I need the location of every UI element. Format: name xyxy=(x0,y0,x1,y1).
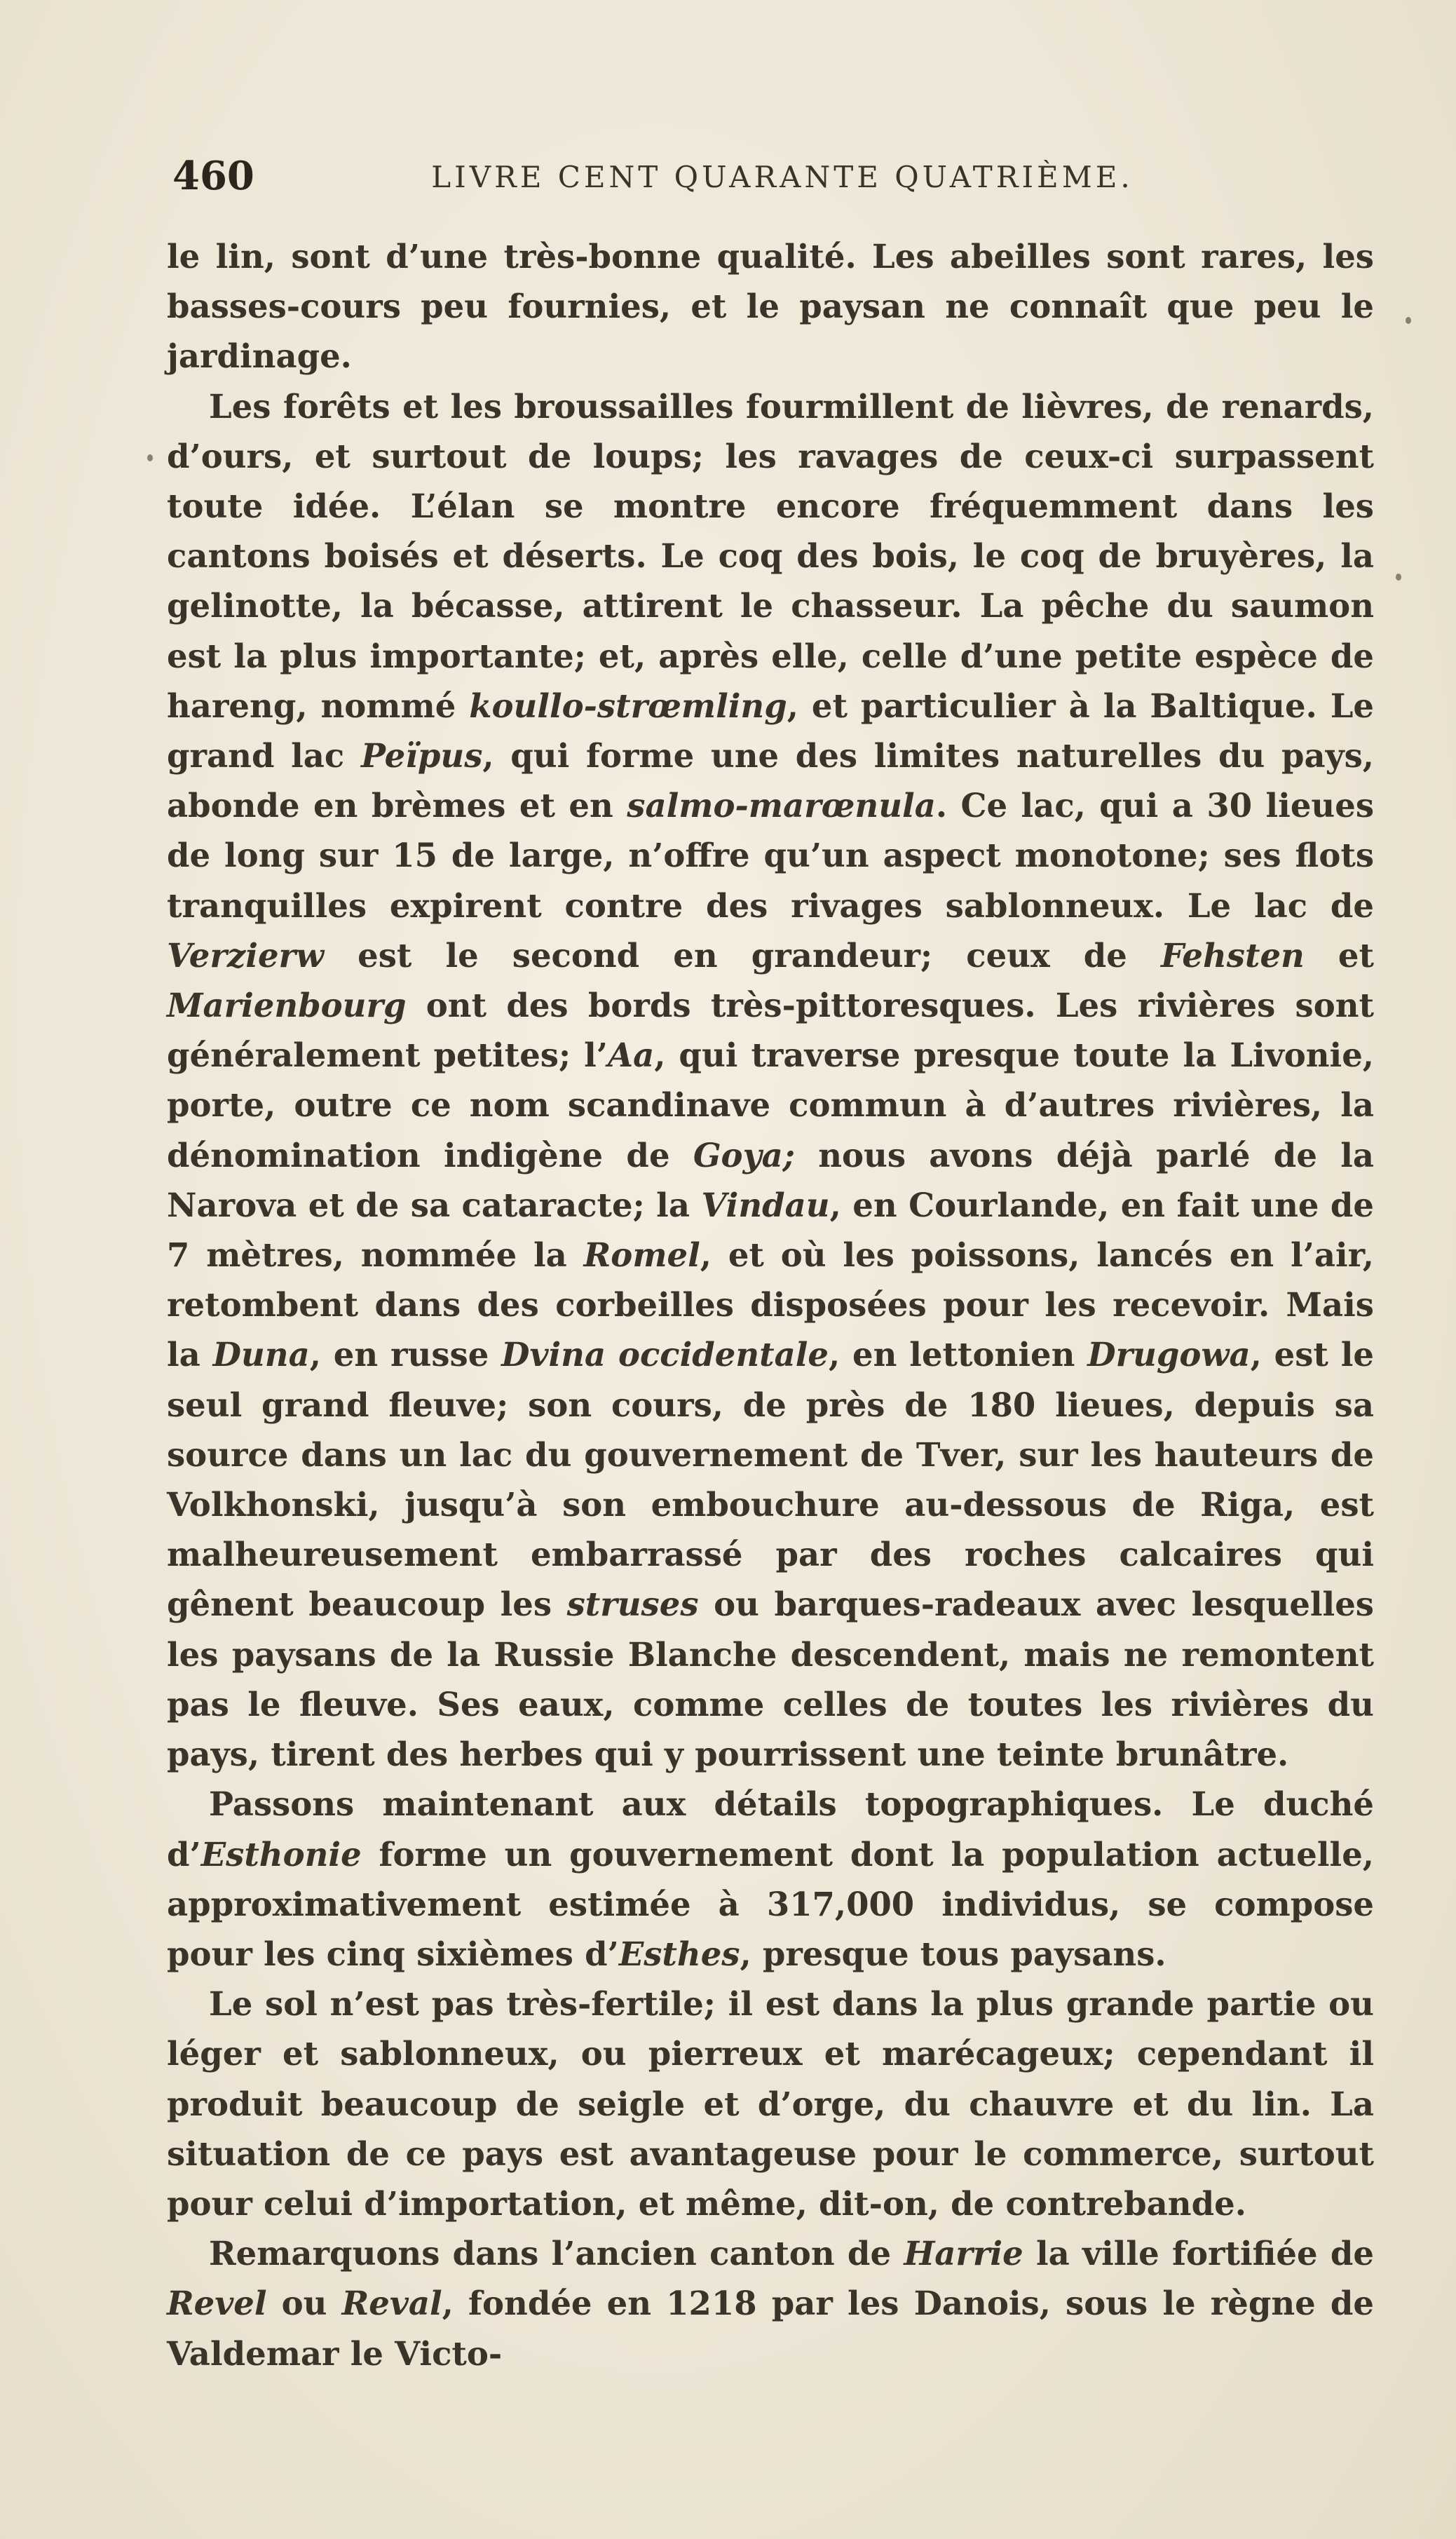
print-speck-2 xyxy=(1396,574,1401,581)
italic-term: koullo-strœmling xyxy=(469,686,787,725)
text-run: . Ce lac, qui a 30 lieues de long sur 15 de large, n’offre qu’un aspect monotone; ses flots tranquilles expirent contre des rivages sablonneux. Le lac de xyxy=(167,786,1374,925)
print-speck-3 xyxy=(147,454,153,461)
paragraph: le lin, sont d’une très-bonne qualité. Les abeilles sont rares, les basses-cours peu fournies, et le paysan ne connaît que peu le jardinage. xyxy=(167,237,1374,376)
text-run: Remarquons dans l’ancien canton de xyxy=(209,2234,904,2273)
text-run: , en Courlande, en fait une de 7 mètres, nommée la xyxy=(167,1185,1375,1275)
paragraph xyxy=(167,381,1374,1780)
italic-term: Goya; xyxy=(693,1135,795,1174)
italic-term: Dvina occidentale xyxy=(501,1335,829,1374)
italic-term: Fehsten xyxy=(1160,935,1305,975)
italic-term: Revel xyxy=(167,2284,267,2323)
italic-term: Romel xyxy=(583,1235,700,1275)
text-run: et xyxy=(1304,935,1374,975)
text-run: Les forêts et les broussailles fourmillent de lièvres, de renards, d’ours, et surtout de loups; les ravages de ceux-ci surpassent toute idée. L’élan se montre encore fréquemment dans les cantons boisés et déserts. Le coq des bois, le coq de bruyères, la gelinotte, la bécasse, attirent le chasseur. La pêche du saumon est la plus importante; et, après elle, celle d’une petite espèce de hareng, nommé xyxy=(167,386,1374,725)
page-number: 460 xyxy=(172,153,254,199)
italic-term: Marienbourg xyxy=(167,986,407,1025)
text-run: , est le seul grand fleuve; son cours, de près de 180 lieues, depuis sa source dans un lac du gouvernement de Tver, sur les hauteurs de Volkhonski, jusqu’à son embouchure au-dessous de Riga, est malheureusement embarrassé par des roches calcaires qui gênent beaucoup les xyxy=(167,1335,1374,1624)
italic-term: salmo-marœnula xyxy=(627,786,936,825)
italic-term: Verzierw xyxy=(167,935,325,975)
text-run: , en russe xyxy=(309,1335,502,1374)
paragraph xyxy=(167,1779,1374,1979)
italic-term: Vindau xyxy=(701,1185,830,1224)
italic-term: Harrie xyxy=(904,2234,1023,2273)
page-header xyxy=(172,153,1364,209)
text-run: , qui forme une des limites naturelles du pays, abonde en brèmes et en xyxy=(167,736,1374,825)
text-run: , presque tous paysans. xyxy=(740,1934,1166,1973)
paragraph: Le sol n’est pas très-fertile; il est dans la plus grande partie ou léger et sablonneux, ou pierreux et marécageux; cependant il produit beaucoup de seigle et d’orge, du chauvre et du lin. La situation de ce pays est avantageuse pour le commerce, surtout pour celui d’importation, et même, dit-on, de contrebande. xyxy=(167,1984,1374,2223)
text-run: Passons maintenant aux détails topographiques. Le duché d’ xyxy=(167,1785,1374,1874)
body-text xyxy=(167,231,1374,2378)
text-run: ont des bords très-pittoresques. Les rivières sont généralement petites; l’ xyxy=(167,986,1374,1075)
italic-term: struses xyxy=(566,1585,699,1624)
italic-term: Peïpus xyxy=(360,736,483,776)
text-run: , et où les poissons, lancés en l’air, retombent dans des corbeilles disposées pour les recevoir. Mais la xyxy=(167,1235,1374,1374)
italic-term: Drugowa xyxy=(1087,1335,1251,1374)
italic-term: Duna xyxy=(212,1335,310,1374)
text-run: ou barques-radeaux avec lesquelles les paysans de la Russie Blanche descendent, mais ne remontent pas le fleuve. Ses eaux, comme celles de toutes les rivières du pays, tirent des herbes qui y pourrissent une teinte brunâtre. xyxy=(167,1585,1374,1774)
running-title: LIVRE CENT QUARANTE QUATRIÈME. xyxy=(431,160,1134,194)
text-run: la ville fortifiée de xyxy=(1023,2234,1374,2273)
text-run: nous avons déjà parlé de la Narova et de sa cataracte; la xyxy=(167,1135,1374,1224)
text-run: , et particulier à la Baltique. Le grand lac xyxy=(167,686,1374,776)
italic-term: Reval xyxy=(341,2284,442,2323)
italic-term: Esthes xyxy=(618,1934,740,1973)
paragraph xyxy=(167,2228,1374,2378)
text-run: , en lettonien xyxy=(829,1335,1088,1374)
text-run: , qui traverse presque toute la Livonie, porte, outre ce nom scandinave commun à d’autres rivières, la dénomination indigène de xyxy=(167,1036,1374,1174)
italic-term: Esthonie xyxy=(200,1834,362,1874)
print-speck-1 xyxy=(1406,317,1411,324)
text-run: , fondée en 1218 par les Danois, sous le règne de Valdemar le Victo- xyxy=(167,2284,1374,2373)
text-run: est le second en grandeur; ceux de xyxy=(324,935,1161,975)
text-run: ou xyxy=(266,2284,342,2323)
text-run: forme un gouvernement dont la population actuelle, approximativement estimée à 317,000 individus, se compose pour les cinq sixièmes d’ xyxy=(167,1834,1374,1973)
italic-term: Aa xyxy=(608,1036,655,1075)
